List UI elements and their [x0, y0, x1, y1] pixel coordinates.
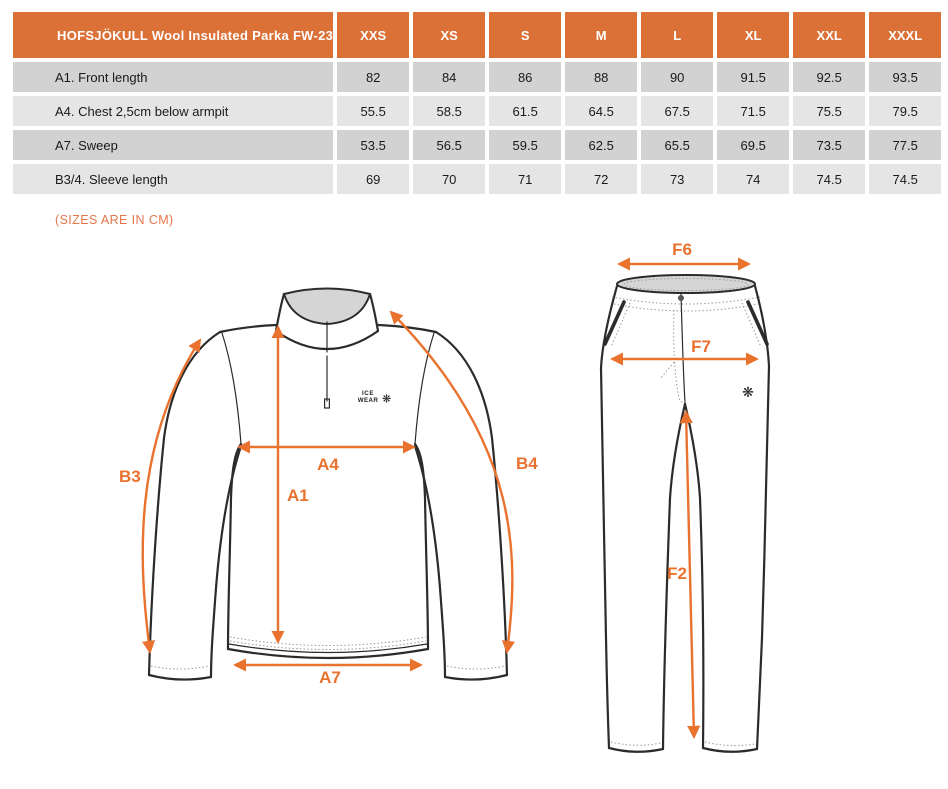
measurement-value: 56.5 — [413, 130, 485, 160]
measurement-value: 88 — [565, 62, 637, 92]
table-row-sleeve-length — [13, 164, 941, 194]
jacket-label-b4: B4 — [516, 454, 538, 473]
pants-diagram — [575, 235, 800, 775]
size-column-header-xxl: XXL — [793, 12, 865, 58]
measurement-value: 74 — [717, 164, 789, 194]
measurement-label: A4. Chest 2,5cm below armpit — [13, 96, 333, 126]
measurement-value: 74.5 — [793, 164, 865, 194]
measurement-value: 90 — [641, 62, 713, 92]
jacket-label-b3: B3 — [119, 467, 141, 486]
snowflake-icon: ❋ — [742, 385, 754, 401]
pants-label-f6: F6 — [672, 240, 692, 259]
size-chart-table — [9, 8, 945, 198]
pants-waist-opening — [617, 275, 755, 293]
measurement-label: A7. Sweep — [13, 130, 333, 160]
pants-measurements — [612, 240, 757, 737]
size-column-header-xxs: XXS — [337, 12, 409, 58]
pants-outline — [601, 275, 769, 752]
measurement-value: 86 — [489, 62, 561, 92]
arrow-f2 — [686, 412, 694, 737]
measurement-value: 71 — [489, 164, 561, 194]
table-row-front-length — [13, 62, 941, 92]
pants-label-f2: F2 — [667, 564, 687, 583]
measurement-value: 64.5 — [565, 96, 637, 126]
size-column-header-xl: XL — [717, 12, 789, 58]
brand-logo-line2: WEAR — [357, 397, 379, 404]
jacket-label-a4: A4 — [317, 455, 339, 474]
product-title: HOFSJÖKULL Wool Insulated Parka FW-23 — [13, 12, 333, 58]
size-column-header-xxxl: XXXL — [869, 12, 941, 58]
size-chart — [9, 8, 945, 198]
measurement-value: 65.5 — [641, 130, 713, 160]
snowflake-icon: ❋ — [382, 392, 392, 406]
measurement-value: 75.5 — [793, 96, 865, 126]
size-column-header-l: L — [641, 12, 713, 58]
measurement-value: 58.5 — [413, 96, 485, 126]
table-row-sweep — [13, 130, 941, 160]
measurement-value: 74.5 — [869, 164, 941, 194]
measurement-value: 70 — [413, 164, 485, 194]
arrow-b4 — [391, 312, 512, 652]
measurement-value: 82 — [337, 62, 409, 92]
measurement-value: 53.5 — [337, 130, 409, 160]
size-chart-header-row — [13, 12, 941, 58]
measurement-label: A1. Front length — [13, 62, 333, 92]
measurement-value: 61.5 — [489, 96, 561, 126]
measurement-value: 71.5 — [717, 96, 789, 126]
measurement-value: 77.5 — [869, 130, 941, 160]
measurement-value: 91.5 — [717, 62, 789, 92]
units-note: (SIZES ARE IN CM) — [55, 213, 174, 227]
measurement-value: 93.5 — [869, 62, 941, 92]
table-row-chest — [13, 96, 941, 126]
size-column-header-s: S — [489, 12, 561, 58]
measurement-value: 79.5 — [869, 96, 941, 126]
jacket-outline — [149, 289, 507, 680]
measurement-value: 73 — [641, 164, 713, 194]
measurement-value: 69 — [337, 164, 409, 194]
brand-logo — [358, 390, 391, 406]
measurement-value: 92.5 — [793, 62, 865, 92]
measurement-value: 55.5 — [337, 96, 409, 126]
pants-button — [678, 295, 684, 301]
pants-label-f7: F7 — [691, 337, 711, 356]
measurement-value: 67.5 — [641, 96, 713, 126]
measurement-label: B3/4. Sleeve length — [13, 164, 333, 194]
jacket-measurements — [119, 312, 538, 687]
measurement-value: 69.5 — [717, 130, 789, 160]
measurement-value: 73.5 — [793, 130, 865, 160]
brand-logo-line1: ICE — [361, 390, 375, 397]
jacket-collar-inside — [284, 289, 370, 325]
jacket-diagram — [90, 235, 570, 705]
jacket-label-a7: A7 — [319, 668, 341, 687]
measurement-value: 72 — [565, 164, 637, 194]
measurement-value: 59.5 — [489, 130, 561, 160]
size-column-header-m: M — [565, 12, 637, 58]
measurement-value: 62.5 — [565, 130, 637, 160]
size-column-header-xs: XS — [413, 12, 485, 58]
jacket-label-a1: A1 — [287, 486, 309, 505]
measurement-value: 84 — [413, 62, 485, 92]
